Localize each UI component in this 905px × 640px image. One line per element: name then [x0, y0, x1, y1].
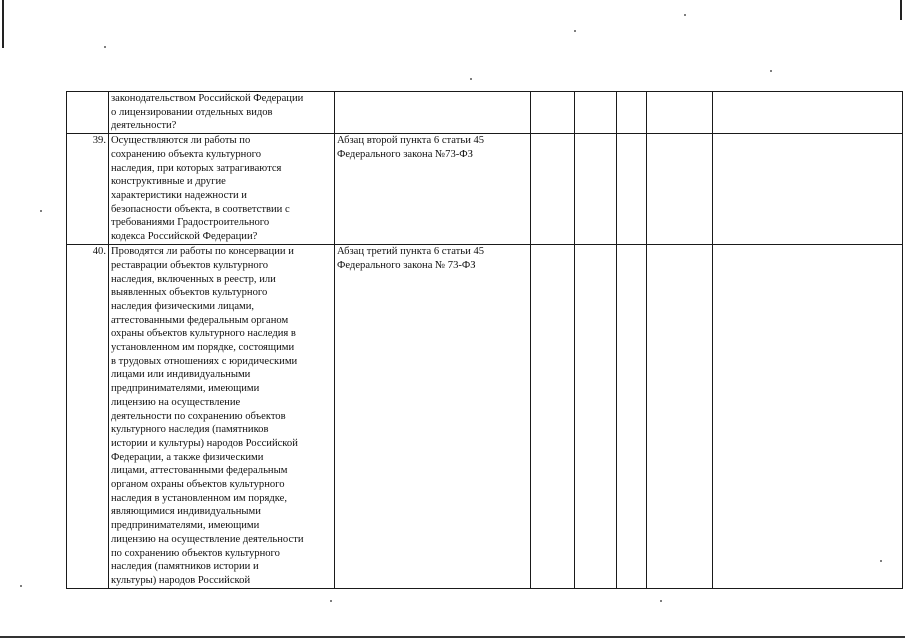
row-number: 40.	[67, 245, 109, 589]
answer-cell-na	[617, 92, 647, 134]
text-line: наследия, включенных в реестр, или	[111, 273, 276, 285]
text-line: конструктивные и другие	[111, 176, 226, 188]
table-row	[67, 134, 903, 245]
text-line: Абзац третий пункта 6 статьи 45	[337, 246, 485, 258]
text-line: предпринимателями, имеющими	[111, 520, 260, 532]
text-line: безопасности объекта, в соответствии с	[111, 203, 290, 215]
requirement-text	[109, 245, 335, 589]
legal-reference	[335, 134, 531, 245]
text-line: Осуществляются ли работы по	[111, 135, 251, 147]
text-line: наследия физическими лицами,	[111, 300, 255, 312]
text-line: законодательством Российской Федерации	[111, 93, 304, 104]
text-line: культурного наследия (памятников	[111, 424, 269, 436]
notes-cell	[647, 92, 713, 134]
text-line: лицензию на осуществление деятельности	[111, 533, 304, 545]
text-line: кодекса Российской Федерации?	[111, 231, 258, 243]
text-line: характеристики надежности и	[111, 189, 247, 201]
text-line: лицами или индивидуальными	[111, 369, 251, 381]
answer-cell-no	[575, 245, 617, 589]
answer-cell-yes	[531, 134, 575, 245]
text-line: наследия, при которых затрагиваются	[111, 162, 282, 174]
text-line: лицензию на осуществление	[111, 396, 241, 408]
text-line: культуры) народов Российской	[111, 574, 251, 586]
text-line: о лицензировании отдельных видов	[111, 106, 273, 118]
text-line: Федерального закона № 73-ФЗ	[337, 259, 476, 271]
answer-cell-no	[575, 134, 617, 245]
text-line: по сохранению объектов культурного	[111, 547, 280, 559]
text-line: деятельности?	[111, 120, 177, 132]
text-line: наследия в установленном им порядке,	[111, 492, 287, 504]
text-line: выявленных объектов культурного	[111, 287, 268, 299]
text-line: Абзац второй пункта 6 статьи 45	[337, 135, 485, 147]
notes-cell	[647, 245, 713, 589]
text-line: деятельности по сохранению объектов	[111, 410, 286, 422]
table-row	[67, 245, 903, 589]
text-line: органом охраны объектов культурного	[111, 479, 285, 491]
text-line: охраны объектов культурного наследия в	[111, 328, 296, 340]
comments-cell	[713, 92, 903, 134]
text-line: аттестованными федеральным органом	[111, 314, 289, 326]
requirement-text	[109, 92, 335, 134]
table-row	[67, 92, 903, 134]
text-line: реставрации объектов культурного	[111, 259, 269, 271]
text-line: установленном им порядке, состоящими	[111, 342, 295, 354]
scan-speck	[470, 78, 472, 80]
legal-reference	[335, 92, 531, 134]
answer-cell-na	[617, 245, 647, 589]
comments-cell	[713, 245, 903, 589]
text-line: лицами, аттестованными федеральным	[111, 465, 288, 477]
answer-cell-na	[617, 134, 647, 245]
checklist-table	[66, 91, 903, 589]
text-line: являющимися индивидуальными	[111, 506, 261, 518]
scan-speck	[574, 30, 576, 32]
notes-cell	[647, 134, 713, 245]
text-line: в трудовых отношениях с юридическими	[111, 355, 298, 367]
answer-cell-yes	[531, 245, 575, 589]
scan-speck	[684, 14, 686, 16]
answer-cell-no	[575, 92, 617, 134]
scan-speck	[104, 46, 106, 48]
scan-speck	[20, 585, 22, 587]
text-line: Проводятся ли работы по консервации и	[111, 246, 294, 258]
text-line: предпринимателями, имеющими	[111, 383, 260, 395]
scan-speck	[330, 600, 332, 602]
row-number: 39.	[67, 134, 109, 245]
text-line: наследия (памятников истории и	[111, 561, 259, 573]
text-line: Федерального закона №73-ФЗ	[337, 148, 473, 160]
comments-cell	[713, 134, 903, 245]
scan-bottom-line	[0, 636, 905, 638]
scan-speck	[770, 70, 772, 72]
legal-reference	[335, 245, 531, 589]
text-line: требованиями Градостроительного	[111, 217, 270, 229]
scan-edge-right	[900, 0, 902, 20]
requirement-text	[109, 134, 335, 245]
text-line: истории и культуры) народов Российской	[111, 437, 298, 449]
row-number	[67, 92, 109, 134]
text-line: Федерации, а также физическими	[111, 451, 264, 463]
scan-edge-left	[2, 0, 4, 48]
text-line: сохранению объекта культурного	[111, 148, 261, 160]
scan-speck	[660, 600, 662, 602]
scan-speck	[40, 210, 42, 212]
answer-cell-yes	[531, 92, 575, 134]
